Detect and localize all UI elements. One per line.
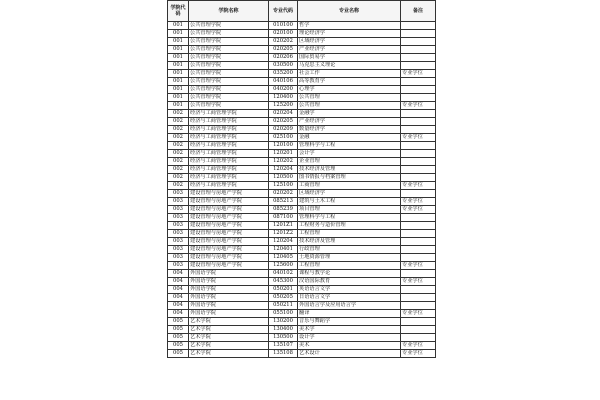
major-name-cell: 管理科学与工程 [298, 214, 401, 222]
major-code-cell: 025100 [269, 134, 298, 142]
college-code-cell: 001 [168, 70, 189, 78]
remarks-cell: 专业学位 [401, 198, 436, 206]
major-code-cell: 020205 [269, 46, 298, 54]
major-name-cell: 哲学 [298, 22, 401, 30]
college-code-cell: 002 [168, 126, 189, 134]
major-name-cell: 行政管理 [298, 246, 401, 254]
major-name-cell: 管理科学与工程 [298, 142, 401, 150]
major-code-cell: 020209 [269, 126, 298, 134]
majors-table [167, 0, 436, 358]
major-code-cell: 020205 [269, 118, 298, 126]
college-code-cell: 003 [168, 238, 189, 246]
table-row [168, 246, 436, 254]
table-row [168, 118, 436, 126]
college-code-cell: 003 [168, 230, 189, 238]
table-row [168, 286, 436, 294]
remarks-cell [401, 110, 436, 118]
table-row [168, 294, 436, 302]
table-row [168, 318, 436, 326]
table-row [168, 222, 436, 230]
remarks-cell: 专业学位 [401, 350, 436, 358]
college-code-cell: 001 [168, 38, 189, 46]
table-row [168, 342, 436, 350]
college-code-cell: 002 [168, 182, 189, 190]
college-name-cell: 建设管理与房地产学院 [189, 206, 269, 214]
college-name-cell: 经济与工商管理学院 [189, 110, 269, 118]
table-row [168, 302, 436, 310]
table-row [168, 182, 436, 190]
college-name-cell: 公共管理学院 [189, 86, 269, 94]
college-name-cell: 建设管理与房地产学院 [189, 198, 269, 206]
college-name-cell: 建设管理与房地产学院 [189, 222, 269, 230]
major-name-cell: 音乐与舞蹈学 [298, 318, 401, 326]
remarks-cell [401, 94, 436, 102]
table-row [168, 134, 436, 142]
college-name-cell: 建设管理与房地产学院 [189, 230, 269, 238]
college-code-cell: 004 [168, 302, 189, 310]
college-name-cell: 外国语学院 [189, 302, 269, 310]
college-code-cell: 004 [168, 294, 189, 302]
major-name-cell: 公共管理 [298, 102, 401, 110]
major-name-cell: 项目管理 [298, 206, 401, 214]
table-row [168, 94, 436, 102]
college-name-cell: 公共管理学院 [189, 54, 269, 62]
major-code-cell: 120202 [269, 158, 298, 166]
remarks-cell: 专业学位 [401, 134, 436, 142]
major-code-cell: 125100 [269, 182, 298, 190]
major-code-cell: 050201 [269, 286, 298, 294]
remarks-cell [401, 214, 436, 222]
college-name-cell: 经济与工商管理学院 [189, 142, 269, 150]
college-name-cell: 经济与工商管理学院 [189, 118, 269, 126]
college-code-cell: 001 [168, 30, 189, 38]
college-code-cell: 003 [168, 206, 189, 214]
major-name-cell: 产业经济学 [298, 46, 401, 54]
remarks-cell [401, 190, 436, 198]
college-name-cell: 艺术学院 [189, 318, 269, 326]
table-row [168, 38, 436, 46]
major-name-cell: 设计学 [298, 334, 401, 342]
remarks-cell [401, 22, 436, 30]
major-code-cell: 085239 [269, 206, 298, 214]
remarks-cell [401, 126, 436, 134]
table-row [168, 326, 436, 334]
table-row [168, 86, 436, 94]
table-row [168, 142, 436, 150]
major-code-cell: 130200 [269, 318, 298, 326]
major-name-cell: 美术 [298, 342, 401, 350]
major-code-cell: 120401 [269, 246, 298, 254]
table-row [168, 238, 436, 246]
table-row [168, 62, 436, 70]
remarks-cell [401, 62, 436, 70]
remarks-cell: 专业学位 [401, 310, 436, 318]
remarks-cell [401, 30, 436, 38]
major-name-cell: 英语语言文学 [298, 286, 401, 294]
remarks-cell: 专业学位 [401, 262, 436, 270]
major-name-cell: 心理学 [298, 86, 401, 94]
college-name-cell: 公共管理学院 [189, 70, 269, 78]
college-code-cell: 002 [168, 142, 189, 150]
major-code-cell: 120201 [269, 150, 298, 158]
table-row [168, 334, 436, 342]
college-code-cell: 002 [168, 134, 189, 142]
major-name-cell: 翻译 [298, 310, 401, 318]
college-code-cell: 002 [168, 150, 189, 158]
college-name-cell: 建设管理与房地产学院 [189, 254, 269, 262]
major-code-cell: 020202 [269, 38, 298, 46]
college-code-cell: 003 [168, 214, 189, 222]
college-code-cell: 005 [168, 334, 189, 342]
remarks-cell [401, 294, 436, 302]
college-name-cell: 艺术学院 [189, 350, 269, 358]
major-code-cell: 135108 [269, 350, 298, 358]
table-row [168, 310, 436, 318]
college-name-cell: 公共管理学院 [189, 78, 269, 86]
remarks-cell [401, 230, 436, 238]
table-row [168, 206, 436, 214]
major-code-cell: 120204 [269, 238, 298, 246]
college-name-cell: 经济与工商管理学院 [189, 166, 269, 174]
table-row [168, 30, 436, 38]
major-code-cell: 030500 [269, 62, 298, 70]
major-name-cell: 技术经济及管理 [298, 166, 401, 174]
major-code-cell: 125200 [269, 102, 298, 110]
major-code-cell: 120204 [269, 166, 298, 174]
table-row [168, 190, 436, 198]
remarks-cell [401, 326, 436, 334]
major-name-cell: 数量经济学 [298, 126, 401, 134]
major-code-cell: 130400 [269, 326, 298, 334]
college-name-cell: 建设管理与房地产学院 [189, 246, 269, 254]
table-row [168, 150, 436, 158]
college-name-cell: 艺术学院 [189, 326, 269, 334]
major-name-cell: 产业经济学 [298, 118, 401, 126]
table-row [168, 22, 436, 30]
table-row [168, 70, 436, 78]
major-name-cell: 工程财务与造价管理 [298, 222, 401, 230]
college-code-cell: 001 [168, 86, 189, 94]
remarks-cell [401, 38, 436, 46]
remarks-cell [401, 142, 436, 150]
remarks-cell [401, 150, 436, 158]
header-college-code: 学院代码 [168, 1, 189, 22]
remarks-cell [401, 158, 436, 166]
college-code-cell: 003 [168, 254, 189, 262]
major-code-cell: 020206 [269, 54, 298, 62]
major-code-cell: 020100 [269, 30, 298, 38]
major-name-cell: 建筑与土木工程 [298, 198, 401, 206]
remarks-cell [401, 46, 436, 54]
college-code-cell: 001 [168, 78, 189, 86]
header-row [168, 1, 436, 22]
header-major-name: 专业名称 [298, 1, 401, 22]
college-name-cell: 建设管理与房地产学院 [189, 262, 269, 270]
college-code-cell: 005 [168, 326, 189, 334]
college-code-cell: 005 [168, 318, 189, 326]
major-name-cell: 图书情报与档案管理 [298, 174, 401, 182]
college-code-cell: 002 [168, 166, 189, 174]
table-row [168, 158, 436, 166]
major-name-cell: 技术经济及管理 [298, 238, 401, 246]
college-name-cell: 外国语学院 [189, 278, 269, 286]
college-name-cell: 外国语学院 [189, 270, 269, 278]
major-code-cell: 120500 [269, 174, 298, 182]
table-row [168, 230, 436, 238]
remarks-cell [401, 334, 436, 342]
table-row [168, 46, 436, 54]
college-code-cell: 003 [168, 222, 189, 230]
major-name-cell: 工程管理 [298, 230, 401, 238]
college-name-cell: 经济与工商管理学院 [189, 182, 269, 190]
table-row [168, 54, 436, 62]
major-code-cell: 020204 [269, 110, 298, 118]
table-row [168, 126, 436, 134]
major-name-cell: 课程与教学论 [298, 270, 401, 278]
major-name-cell: 艺术设计 [298, 350, 401, 358]
major-name-cell: 工程管理 [298, 262, 401, 270]
remarks-cell: 专业学位 [401, 206, 436, 214]
remarks-cell [401, 222, 436, 230]
table-row [168, 166, 436, 174]
major-name-cell: 理论经济学 [298, 30, 401, 38]
major-code-cell: 130500 [269, 334, 298, 342]
remarks-cell [401, 78, 436, 86]
remarks-cell [401, 318, 436, 326]
major-code-cell: 055100 [269, 310, 298, 318]
table-header [168, 1, 436, 22]
table-row [168, 262, 436, 270]
major-code-cell: 087100 [269, 214, 298, 222]
major-code-cell: 040106 [269, 78, 298, 86]
major-name-cell: 金融学 [298, 110, 401, 118]
college-code-cell: 005 [168, 342, 189, 350]
college-code-cell: 003 [168, 190, 189, 198]
major-name-cell: 企业管理 [298, 158, 401, 166]
college-name-cell: 公共管理学院 [189, 102, 269, 110]
major-name-cell: 马克思主义理论 [298, 62, 401, 70]
major-code-cell: 1201Z1 [269, 222, 298, 230]
remarks-cell [401, 118, 436, 126]
table-row [168, 78, 436, 86]
major-name-cell: 工商管理 [298, 182, 401, 190]
table-row [168, 254, 436, 262]
college-name-cell: 经济与工商管理学院 [189, 174, 269, 182]
college-name-cell: 外国语学院 [189, 310, 269, 318]
college-code-cell: 003 [168, 262, 189, 270]
college-name-cell: 经济与工商管理学院 [189, 150, 269, 158]
major-code-cell: 050205 [269, 294, 298, 302]
remarks-cell [401, 254, 436, 262]
major-code-cell: 125600 [269, 262, 298, 270]
remarks-cell [401, 238, 436, 246]
table-row [168, 198, 436, 206]
major-name-cell: 金融 [298, 134, 401, 142]
college-code-cell: 001 [168, 62, 189, 70]
major-name-cell: 外国语言学及应用语言学 [298, 302, 401, 310]
major-name-cell: 社会工作 [298, 70, 401, 78]
major-code-cell: 040200 [269, 86, 298, 94]
major-name-cell: 会计学 [298, 150, 401, 158]
remarks-cell: 专业学位 [401, 278, 436, 286]
remarks-cell [401, 166, 436, 174]
college-name-cell: 经济与工商管理学院 [189, 134, 269, 142]
major-code-cell: 120405 [269, 254, 298, 262]
college-name-cell: 经济与工商管理学院 [189, 126, 269, 134]
major-code-cell: 1201Z2 [269, 230, 298, 238]
college-code-cell: 004 [168, 270, 189, 278]
college-code-cell: 001 [168, 54, 189, 62]
college-name-cell: 公共管理学院 [189, 46, 269, 54]
major-code-cell: 085213 [269, 198, 298, 206]
remarks-cell [401, 54, 436, 62]
college-code-cell: 002 [168, 110, 189, 118]
major-name-cell: 区域经济学 [298, 38, 401, 46]
remarks-cell [401, 302, 436, 310]
college-code-cell: 001 [168, 94, 189, 102]
college-name-cell: 公共管理学院 [189, 30, 269, 38]
college-name-cell: 艺术学院 [189, 334, 269, 342]
college-code-cell: 001 [168, 46, 189, 54]
college-name-cell: 艺术学院 [189, 342, 269, 350]
major-code-cell: 045300 [269, 278, 298, 286]
header-major-code: 专业代码 [269, 1, 298, 22]
table-body [168, 22, 436, 358]
major-code-cell: 010100 [269, 22, 298, 30]
major-code-cell: 050211 [269, 302, 298, 310]
table-row [168, 278, 436, 286]
college-name-cell: 经济与工商管理学院 [189, 158, 269, 166]
college-name-cell: 建设管理与房地产学院 [189, 190, 269, 198]
remarks-cell: 专业学位 [401, 342, 436, 350]
college-code-cell: 004 [168, 286, 189, 294]
major-code-cell: 120100 [269, 142, 298, 150]
college-name-cell: 公共管理学院 [189, 38, 269, 46]
major-name-cell: 美术学 [298, 326, 401, 334]
college-name-cell: 建设管理与房地产学院 [189, 214, 269, 222]
remarks-cell: 专业学位 [401, 70, 436, 78]
college-code-cell: 005 [168, 350, 189, 358]
table-row [168, 174, 436, 182]
college-name-cell: 公共管理学院 [189, 22, 269, 30]
college-name-cell: 公共管理学院 [189, 62, 269, 70]
college-code-cell: 001 [168, 22, 189, 30]
college-code-cell: 004 [168, 278, 189, 286]
remarks-cell [401, 86, 436, 94]
major-name-cell: 日语语言文学 [298, 294, 401, 302]
college-code-cell: 001 [168, 102, 189, 110]
table-row [168, 350, 436, 358]
college-code-cell: 004 [168, 310, 189, 318]
college-name-cell: 建设管理与房地产学院 [189, 238, 269, 246]
remarks-cell: 专业学位 [401, 182, 436, 190]
major-code-cell: 020202 [269, 190, 298, 198]
table-row [168, 270, 436, 278]
college-code-cell: 003 [168, 246, 189, 254]
college-code-cell: 002 [168, 118, 189, 126]
remarks-cell [401, 270, 436, 278]
major-name-cell: 公共管理 [298, 94, 401, 102]
remarks-cell: 专业学位 [401, 102, 436, 110]
major-name-cell: 汉语国际教育 [298, 278, 401, 286]
remarks-cell [401, 286, 436, 294]
major-code-cell: 135107 [269, 342, 298, 350]
college-name-cell: 公共管理学院 [189, 94, 269, 102]
major-code-cell: 040102 [269, 270, 298, 278]
header-college-name: 学院名称 [189, 1, 269, 22]
major-name-cell: 国际贸易学 [298, 54, 401, 62]
college-code-cell: 002 [168, 174, 189, 182]
college-name-cell: 外国语学院 [189, 294, 269, 302]
table-row [168, 110, 436, 118]
remarks-cell [401, 174, 436, 182]
college-code-cell: 002 [168, 158, 189, 166]
major-name-cell: 高等教育学 [298, 78, 401, 86]
major-code-cell: 035200 [269, 70, 298, 78]
remarks-cell [401, 246, 436, 254]
table-row [168, 214, 436, 222]
header-remarks: 备注 [401, 1, 436, 22]
college-code-cell: 003 [168, 198, 189, 206]
major-name-cell: 土地资源管理 [298, 254, 401, 262]
table-row [168, 102, 436, 110]
major-name-cell: 区域经济学 [298, 190, 401, 198]
college-name-cell: 外国语学院 [189, 286, 269, 294]
admissions-table-sheet [167, 0, 435, 400]
major-code-cell: 120400 [269, 94, 298, 102]
